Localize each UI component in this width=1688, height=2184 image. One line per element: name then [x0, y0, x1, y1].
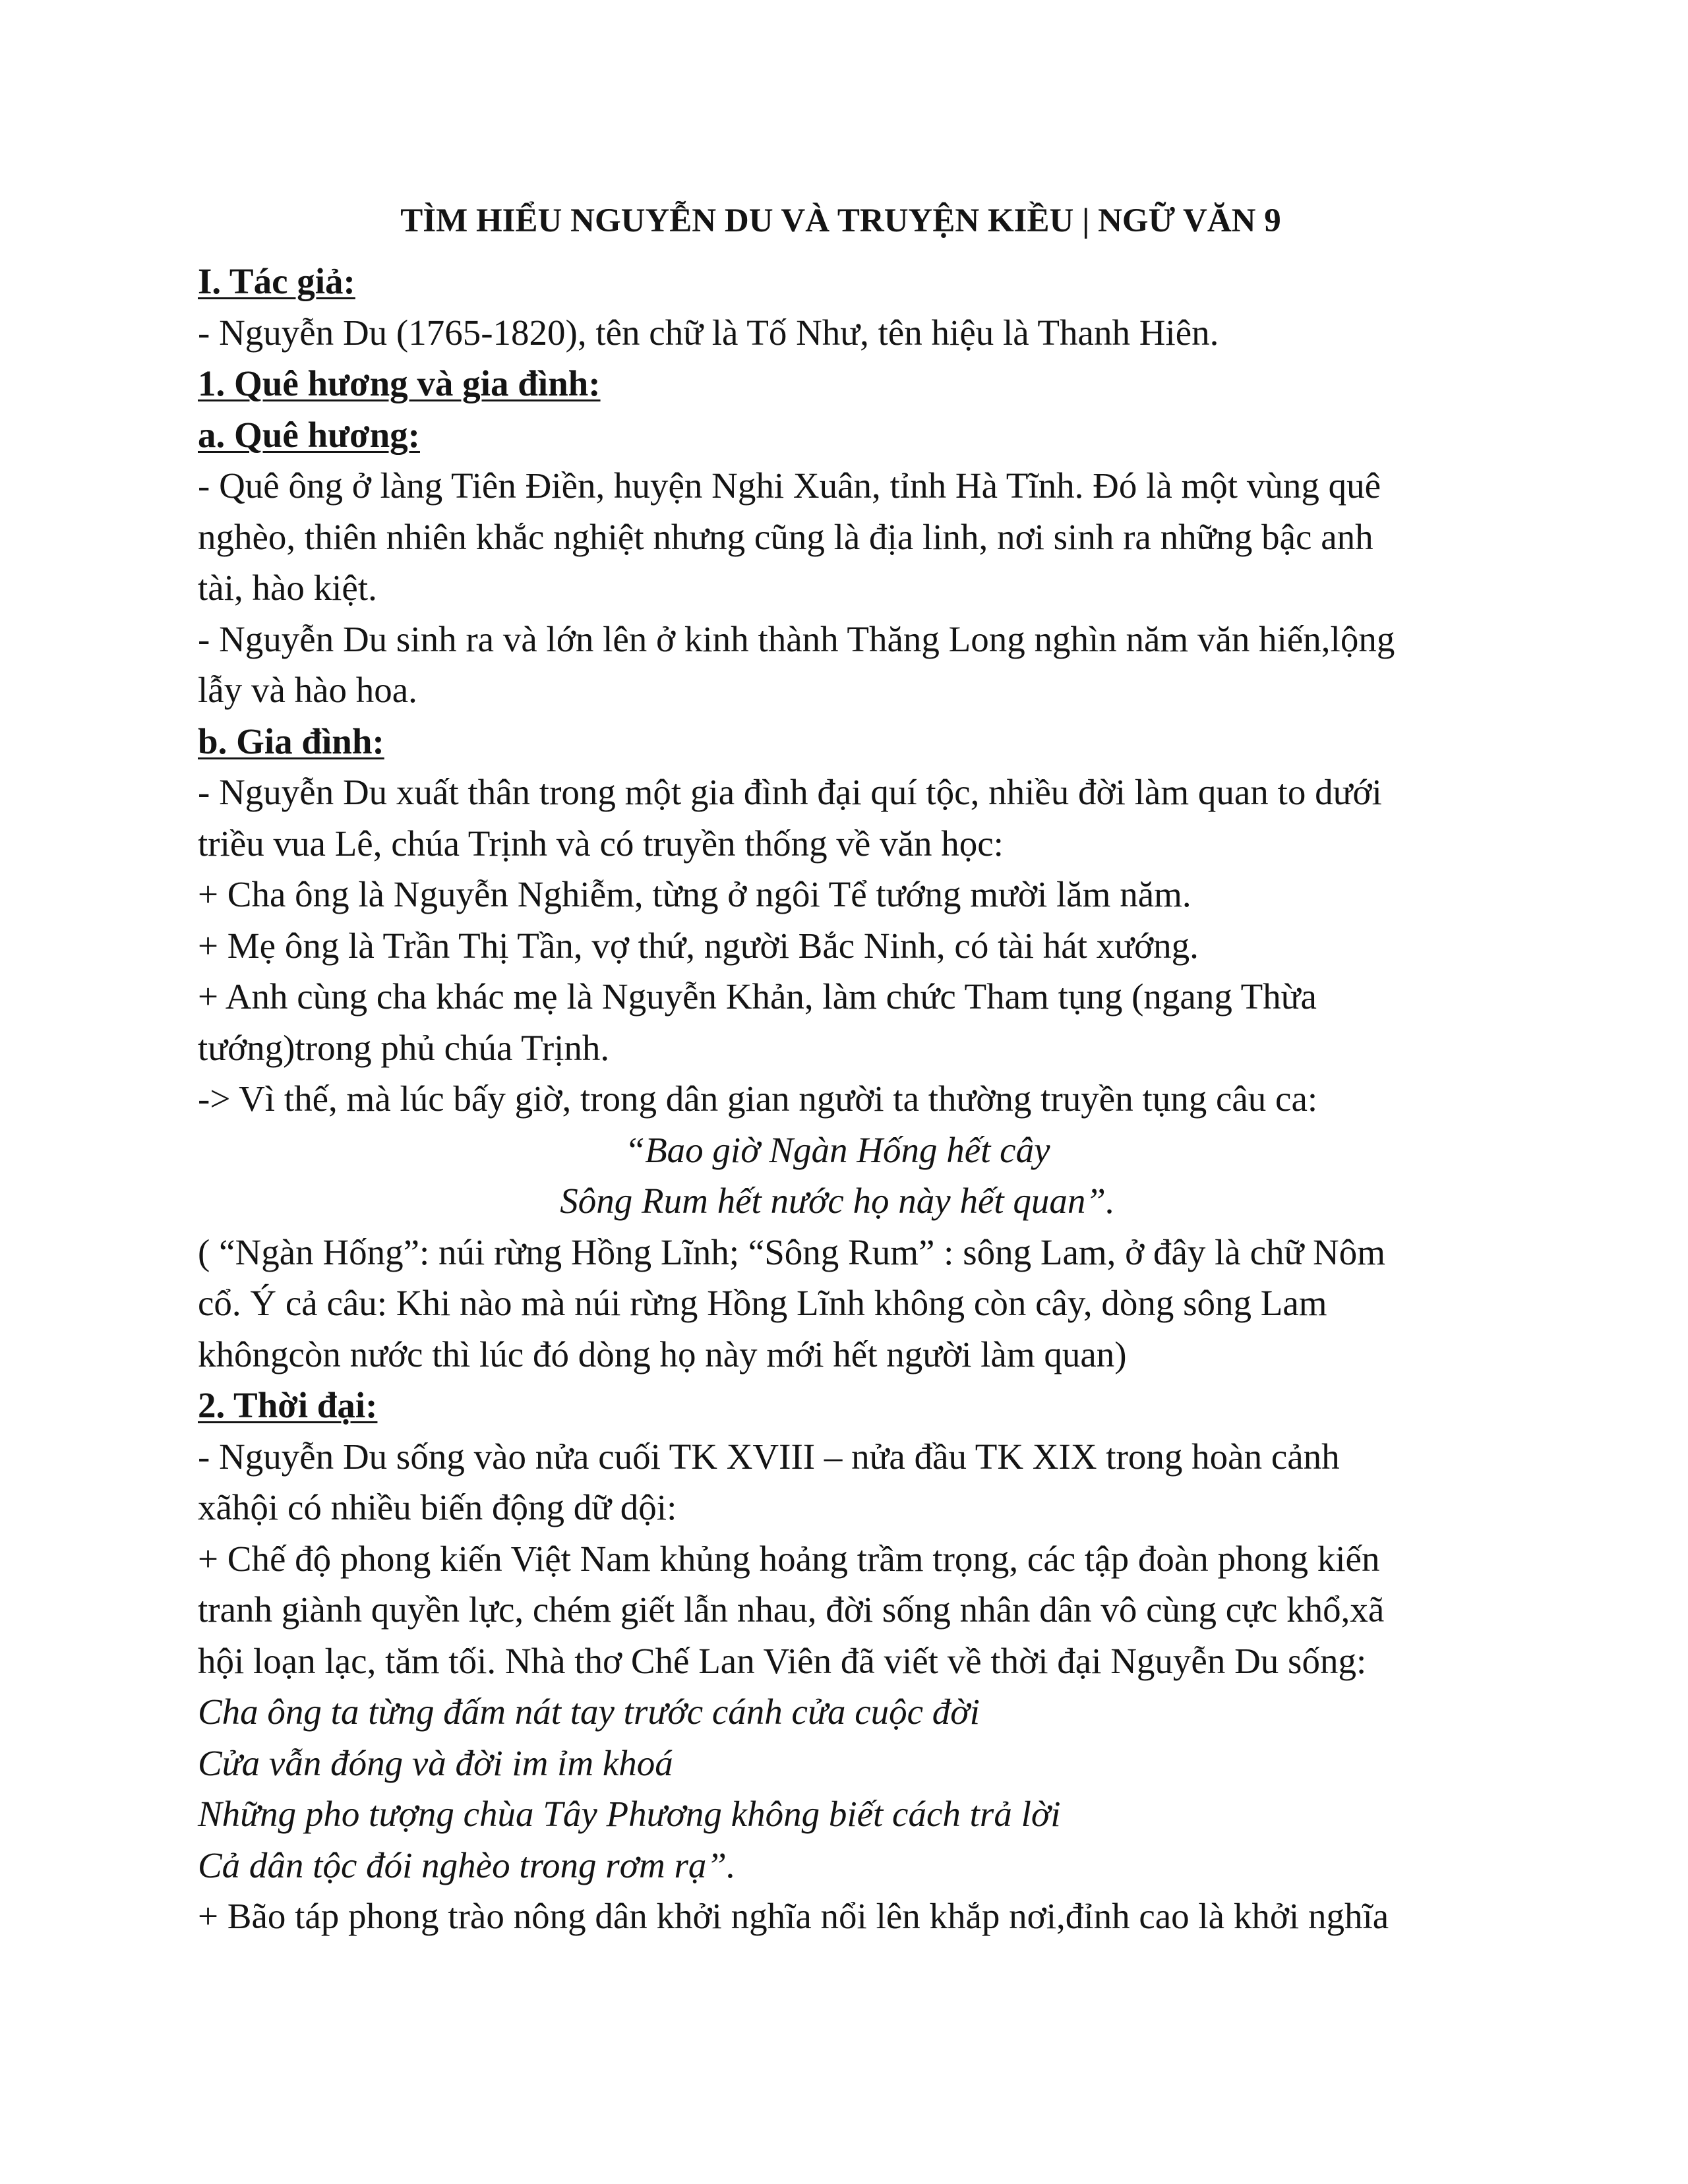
- paragraph-line: tướng)trong phủ chúa Trịnh.: [198, 1027, 610, 1068]
- paragraph-line: khôngcòn nước thì lúc đó dòng họ này mới hết người làm quan): [198, 1334, 1127, 1374]
- paragraph-line: - Nguyễn Du (1765-1820), tên chữ là Tố Như, tên hiệu là Thanh Hiên.: [198, 312, 1219, 353]
- paragraph-line: ( “Ngàn Hống”: núi rừng Hồng Lĩnh; “Sông Rum” : sông Lam, ở đây là chữ Nôm: [198, 1231, 1386, 1272]
- paragraph-line: + Bão táp phong trào nông dân khởi nghĩa nổi lên khắp nơi,đỉnh cao là khởi nghĩa: [198, 1896, 1389, 1936]
- paragraph-line: - Nguyễn Du sống vào nửa cuối TK XVIII – nửa đầu TK XIX trong hoàn cảnh: [198, 1436, 1340, 1477]
- paragraph-line: hội loạn lạc, tăm tối. Nhà thơ Chế Lan Viên đã viết về thời đại Nguyễn Du sống:: [198, 1640, 1367, 1681]
- paragraph-line: triều vua Lê, chúa Trịnh và có truyền thống về văn học:: [198, 823, 1004, 864]
- folk-verse-line: “Bao giờ Ngàn Hống hết cây: [624, 1129, 1050, 1170]
- paragraph-line: + Anh cùng cha khác mẹ là Nguyễn Khản, làm chức Tham tụng (ngang Thừa: [198, 976, 1317, 1017]
- folk-verse-line: Sông Rum hết nước họ này hết quan”.: [560, 1181, 1115, 1221]
- paragraph-line: - Nguyễn Du sinh ra và lớn lên ở kinh thành Thăng Long nghìn năm văn hiến,lộng: [198, 618, 1395, 659]
- paragraph-line: -> Vì thế, mà lúc bấy giờ, trong dân gian người ta thường truyền tụng câu ca:: [198, 1078, 1318, 1119]
- heading-home: a. Quê hương:: [198, 414, 420, 455]
- document-title: TÌM HIỂU NGUYỄN DU VÀ TRUYỆN KIỀU | NGỮ VĂN 9: [400, 202, 1281, 239]
- heading-home-family: 1. Quê hương và gia đình:: [198, 363, 601, 403]
- poem-line: Cả dân tộc đói nghèo trong rơm rạ”.: [198, 1845, 736, 1885]
- paragraph-line: - Nguyễn Du xuất thân trong một gia đình đại quí tộc, nhiều đời làm quan to dưới: [198, 772, 1382, 812]
- paragraph-line: + Mẹ ông là Trần Thị Tần, vợ thứ, người Bắc Ninh, có tài hát xướng.: [198, 925, 1199, 966]
- heading-family: b. Gia đình:: [198, 721, 384, 761]
- paragraph-line: tranh giành quyền lực, chém giết lẫn nhau, đời sống nhân dân vô cùng cực khổ,xã: [198, 1589, 1385, 1630]
- paragraph-line: - Quê ông ở làng Tiên Điền, huyện Nghi Xuân, tỉnh Hà Tĩnh. Đó là một vùng quê: [198, 465, 1381, 506]
- paragraph-line: nghèo, thiên nhiên khắc nghiệt nhưng cũng là địa linh, nơi sinh ra những bậc anh: [198, 516, 1373, 557]
- paragraph-line: xãhội có nhiều biến động dữ dội:: [198, 1487, 677, 1527]
- heading-author: I. Tác giả:: [198, 261, 355, 301]
- document-page: [198, 191, 1477, 1942]
- paragraph-line: + Cha ông là Nguyễn Nghiễm, từng ở ngôi Tể tướng mười lăm năm.: [198, 874, 1191, 914]
- poem-line: Những pho tượng chùa Tây Phương không biết cách trả lời: [198, 1794, 1061, 1834]
- paragraph-line: tài, hào kiệt.: [198, 568, 377, 608]
- paragraph-line: cổ. Ý cả câu: Khi nào mà núi rừng Hồng Lĩnh không còn cây, dòng sông Lam: [198, 1283, 1327, 1323]
- poem-line: Cha ông ta từng đấm nát tay trước cánh cửa cuộc đời: [198, 1692, 980, 1732]
- heading-era: 2. Thời đại:: [198, 1385, 378, 1425]
- paragraph-line: + Chế độ phong kiến Việt Nam khủng hoảng trầm trọng, các tập đoàn phong kiến: [198, 1538, 1380, 1579]
- paragraph-line: lẫy và hào hoa.: [198, 670, 417, 710]
- poem-line: Cửa vẫn đóng và đời im ỉm khoá: [198, 1742, 673, 1783]
